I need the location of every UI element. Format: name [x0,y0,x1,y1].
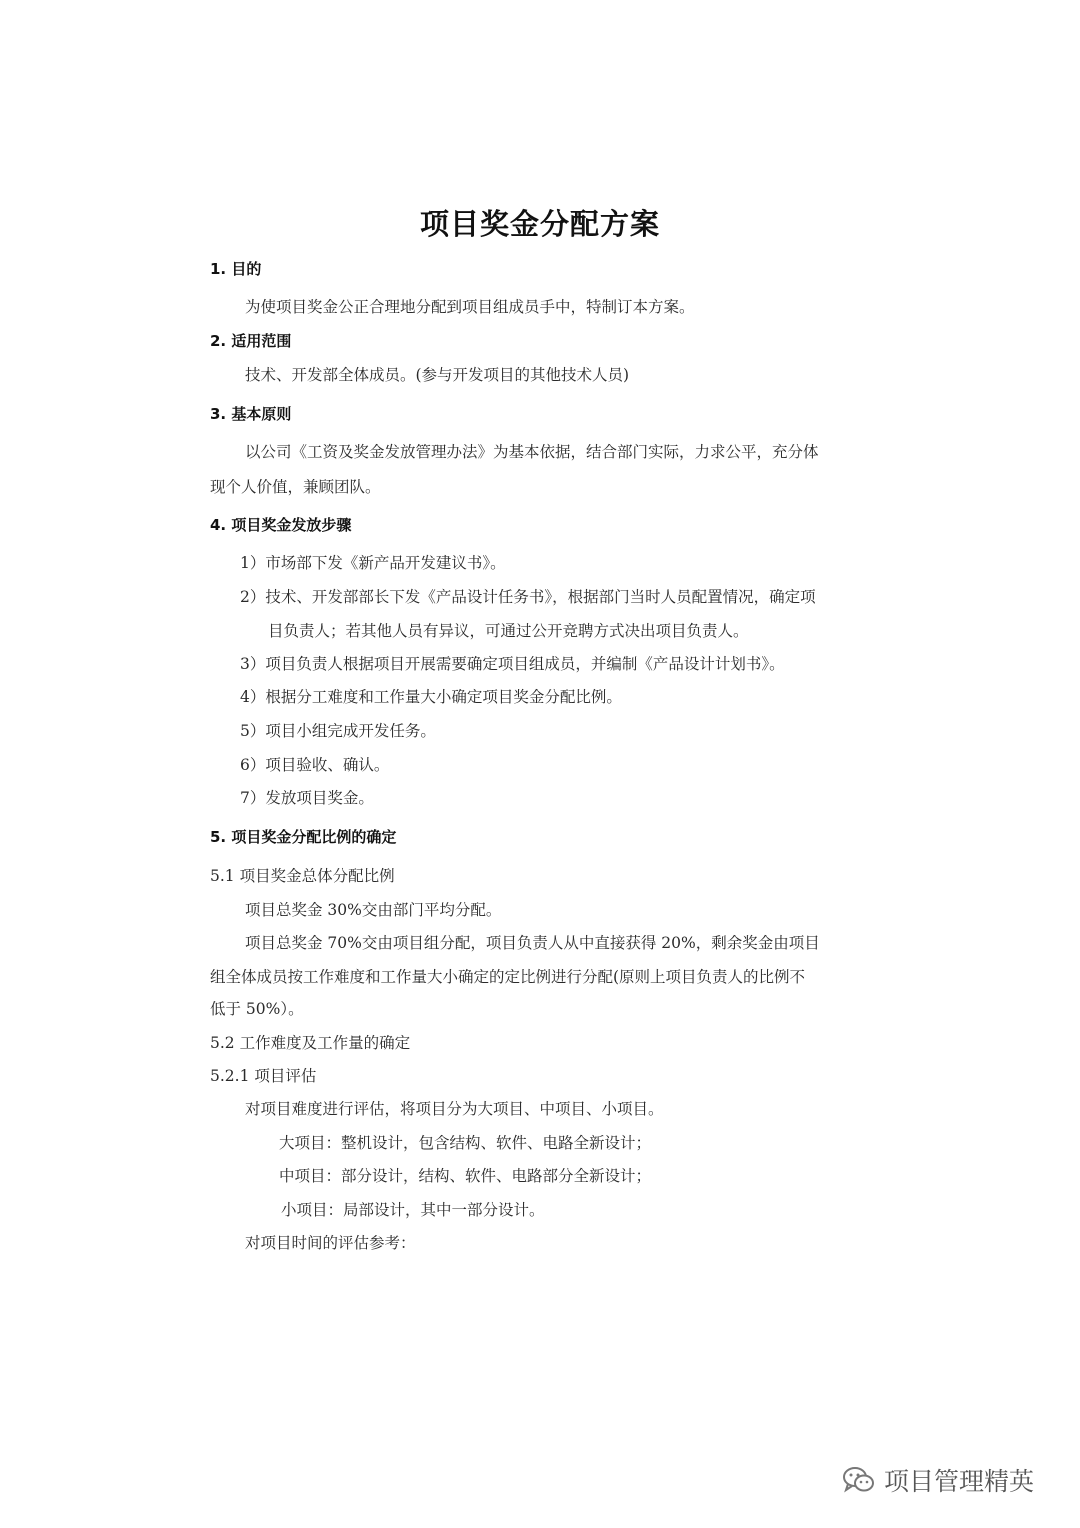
watermark-text: 项目管理精英 [884,1467,1035,1496]
section-5-heading: 5. 项目奖金分配比例的确定 [210,828,397,846]
section-3-text-1: 以公司《工资及奖金发放管理办法》为基本依据，结合部门实际，力求公平，充分体 [245,443,819,461]
step-item: 5）项目小组完成开发任务。 [240,722,436,740]
step-item: 3）项目负责人根据项目开展需要确定项目组成员，并编制《产品设计计划书》。 [240,655,785,673]
section-5-text: 低于 50%）。 [210,1000,304,1018]
section-5-text: 组全体成员按工作难度和工作量大小确定的定比例进行分配(原则上项目负责人的比例不 [210,968,806,986]
step-item: 1）市场部下发《新产品开发建议书》。 [240,554,506,572]
step-item: 2）技术、开发部部长下发《产品设计任务书》，根据部门当时人员配置情况，确定项 [240,588,816,606]
section-1-heading: 1. 目的 [210,260,262,278]
section-2-text: 技术、开发部全体成员。(参与开发项目的其他技术人员) [245,366,630,384]
section-5-text: 对项目难度进行评估，将项目分为大项目、中项目、小项目。 [245,1100,664,1118]
section-5-text: 项目总奖金 70%交由项目组分配，项目负责人从中直接获得 20%，剩余奖金由项目 [245,934,820,952]
section-2-heading: 2. 适用范围 [210,332,292,350]
section-5-text: 对项目时间的评估参考： [245,1234,416,1252]
section-1-text: 为使项目奖金公正合理地分配到项目组成员手中，特制订本方案。 [245,298,695,316]
step-item: 4）根据分工难度和工作量大小确定项目奖金分配比例。 [240,688,622,706]
step-item: 7）发放项目奖金。 [240,789,374,807]
section-3-text-2: 现个人价值，兼顾团队。 [210,478,381,496]
section-5-text: 项目总奖金 30%交由部门平均分配。 [245,901,502,919]
step-item-continuation: 目负责人；若其他人员有异议，可通过公开竞聘方式决出项目负责人。 [268,622,749,640]
subsection-5-2: 5.2 工作难度及工作量的确定 [210,1034,411,1052]
step-item: 6）项目验收、确认。 [240,756,390,774]
project-size-item: 小项目：局部设计，其中一部分设计。 [281,1201,545,1219]
subsection-5-2-1: 5.2.1 项目评估 [210,1067,317,1085]
project-size-item: 大项目：整机设计，包含结构、软件、电路全新设计； [279,1134,652,1152]
section-3-heading: 3. 基本原则 [210,405,292,423]
watermark [842,1462,1034,1498]
wechat-icon [842,1465,876,1495]
section-4-heading: 4. 项目奖金发放步骤 [210,516,352,534]
subsection-5-1: 5.1 项目奖金总体分配比例 [210,867,395,885]
document-title: 项目奖金分配方案 [419,207,660,241]
project-size-item: 中项目：部分设计，结构、软件、电路部分全新设计； [279,1167,652,1185]
